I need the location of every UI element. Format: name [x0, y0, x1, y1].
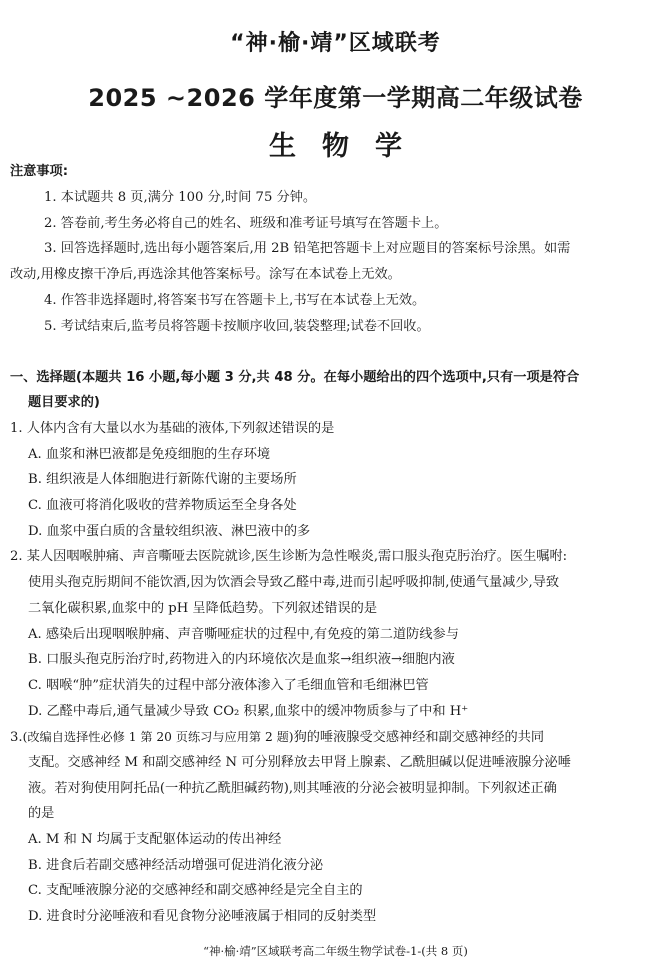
notice-item: 改动,用橡皮擦干净后,再选涂其他答案标号。涂写在本试卷上无效。 — [10, 267, 401, 282]
option-b: B. 口服头孢克肟治疗时,药物进入的内环境依次是血浆→组织液→细胞内液 — [28, 652, 455, 667]
notice-item: 3. 回答选择题时,选出每小题答案后,用 2B 铅笔把答题卡上对应题目的答案标号涂黑。如需 — [44, 241, 571, 256]
option-a: A. M 和 N 均属于支配躯体运动的传出神经 — [28, 832, 282, 847]
page-footer: “神·榆·靖”区域联考高二年级生物学试卷-1-(共 8 页) — [203, 944, 468, 958]
question-stem: 二氧化碳积累,血浆中的 pH 呈降低趋势。下列叙述错误的是 — [28, 601, 378, 616]
option-d: D. 乙醛中毒后,通气量减少导致 CO₂ 积累,血浆中的缓冲物质参与了中和 H⁺ — [28, 704, 469, 719]
question-stem: 液。若对狗使用阿托品(一种抗乙酰胆碱药物),则其唾液的分泌会被明显抑制。下列叙述正确 — [28, 781, 557, 796]
notice-item: 1. 本试题共 8 页,满分 100 分,时间 75 分钟。 — [44, 190, 317, 205]
question-number: 3. — [10, 730, 23, 745]
notice-item: 5. 考试结束后,监考员将答题卡按顺序收回,装袋整理;试卷不回收。 — [44, 319, 430, 334]
section-heading: 题目要求的) — [28, 395, 100, 410]
question-stem-text: 狗的唾液腺受交感神经和副交感神经的共同 — [293, 730, 545, 745]
subject-title: 生物学 — [269, 131, 428, 162]
question-stem: 1. 人体内含有大量以水为基础的液体,下列叙述错误的是 — [10, 421, 335, 436]
option-a: A. 血浆和淋巴液都是免疫细胞的生存环境 — [28, 447, 271, 462]
notice-item: 4. 作答非选择题时,将答案书写在答题卡上,书写在本试卷上无效。 — [44, 293, 426, 308]
option-c: C. 血液可将消化吸收的营养物质运至全身各处 — [28, 498, 297, 513]
exam-subtitle: 2025 ~2026 学年度第一学期高二年级试卷 — [88, 84, 583, 112]
source-note: (改编自选择性必修 1 第 20 页练习与应用第 2 题) — [22, 730, 294, 744]
notice-item: 2. 答卷前,考生务必将自己的姓名、班级和准考证号填写在答题卡上。 — [44, 216, 448, 231]
option-b: B. 进食后若副交感神经活动增强可促进消化液分泌 — [28, 858, 324, 873]
option-a: A. 感染后出现咽喉肿痛、声音嘶哑症状的过程中,有免疫的第二道防线参与 — [28, 627, 459, 642]
option-d: D. 血浆中蛋白质的含量较组织液、淋巴液中的多 — [28, 524, 311, 539]
option-b: B. 组织液是人体细胞进行新陈代谢的主要场所 — [28, 472, 297, 487]
option-c: C. 咽喉“肿”症状消失的过程中部分液体渗入了毛细血管和毛细淋巴管 — [28, 678, 429, 693]
question-stem — [10, 728, 544, 747]
notice-heading: 注意事项: — [10, 164, 69, 179]
option-d: D. 进食时分泌唾液和看见食物分泌唾液属于相同的反射类型 — [28, 909, 377, 924]
section-heading: 一、选择题(本题共 16 小题,每小题 3 分,共 48 分。在每小题给出的四个选项中,只有一项是符合 — [10, 370, 580, 385]
question-stem: 使用头孢克肟期间不能饮酒,因为饮酒会导致乙醛中毒,进而引起呼吸抑制,使通气量减少,导致 — [28, 575, 560, 590]
question-stem: 2. 某人因咽喉肿痛、声音嘶哑去医院就诊,医生诊断为急性喉炎,需口服头孢克肟治疗。医生嘱咐: — [10, 549, 568, 564]
option-c: C. 支配唾液腺分泌的交感神经和副交感神经是完全自主的 — [28, 883, 363, 898]
question-stem: 的是 — [28, 806, 55, 821]
exam-title: “神·榆·靖”区域联考 — [230, 31, 441, 56]
question-stem: 支配。交感神经 M 和副交感神经 N 可分别释放去甲肾上腺素、乙酰胆碱以促进唾液腺分泌唾 — [28, 755, 571, 770]
